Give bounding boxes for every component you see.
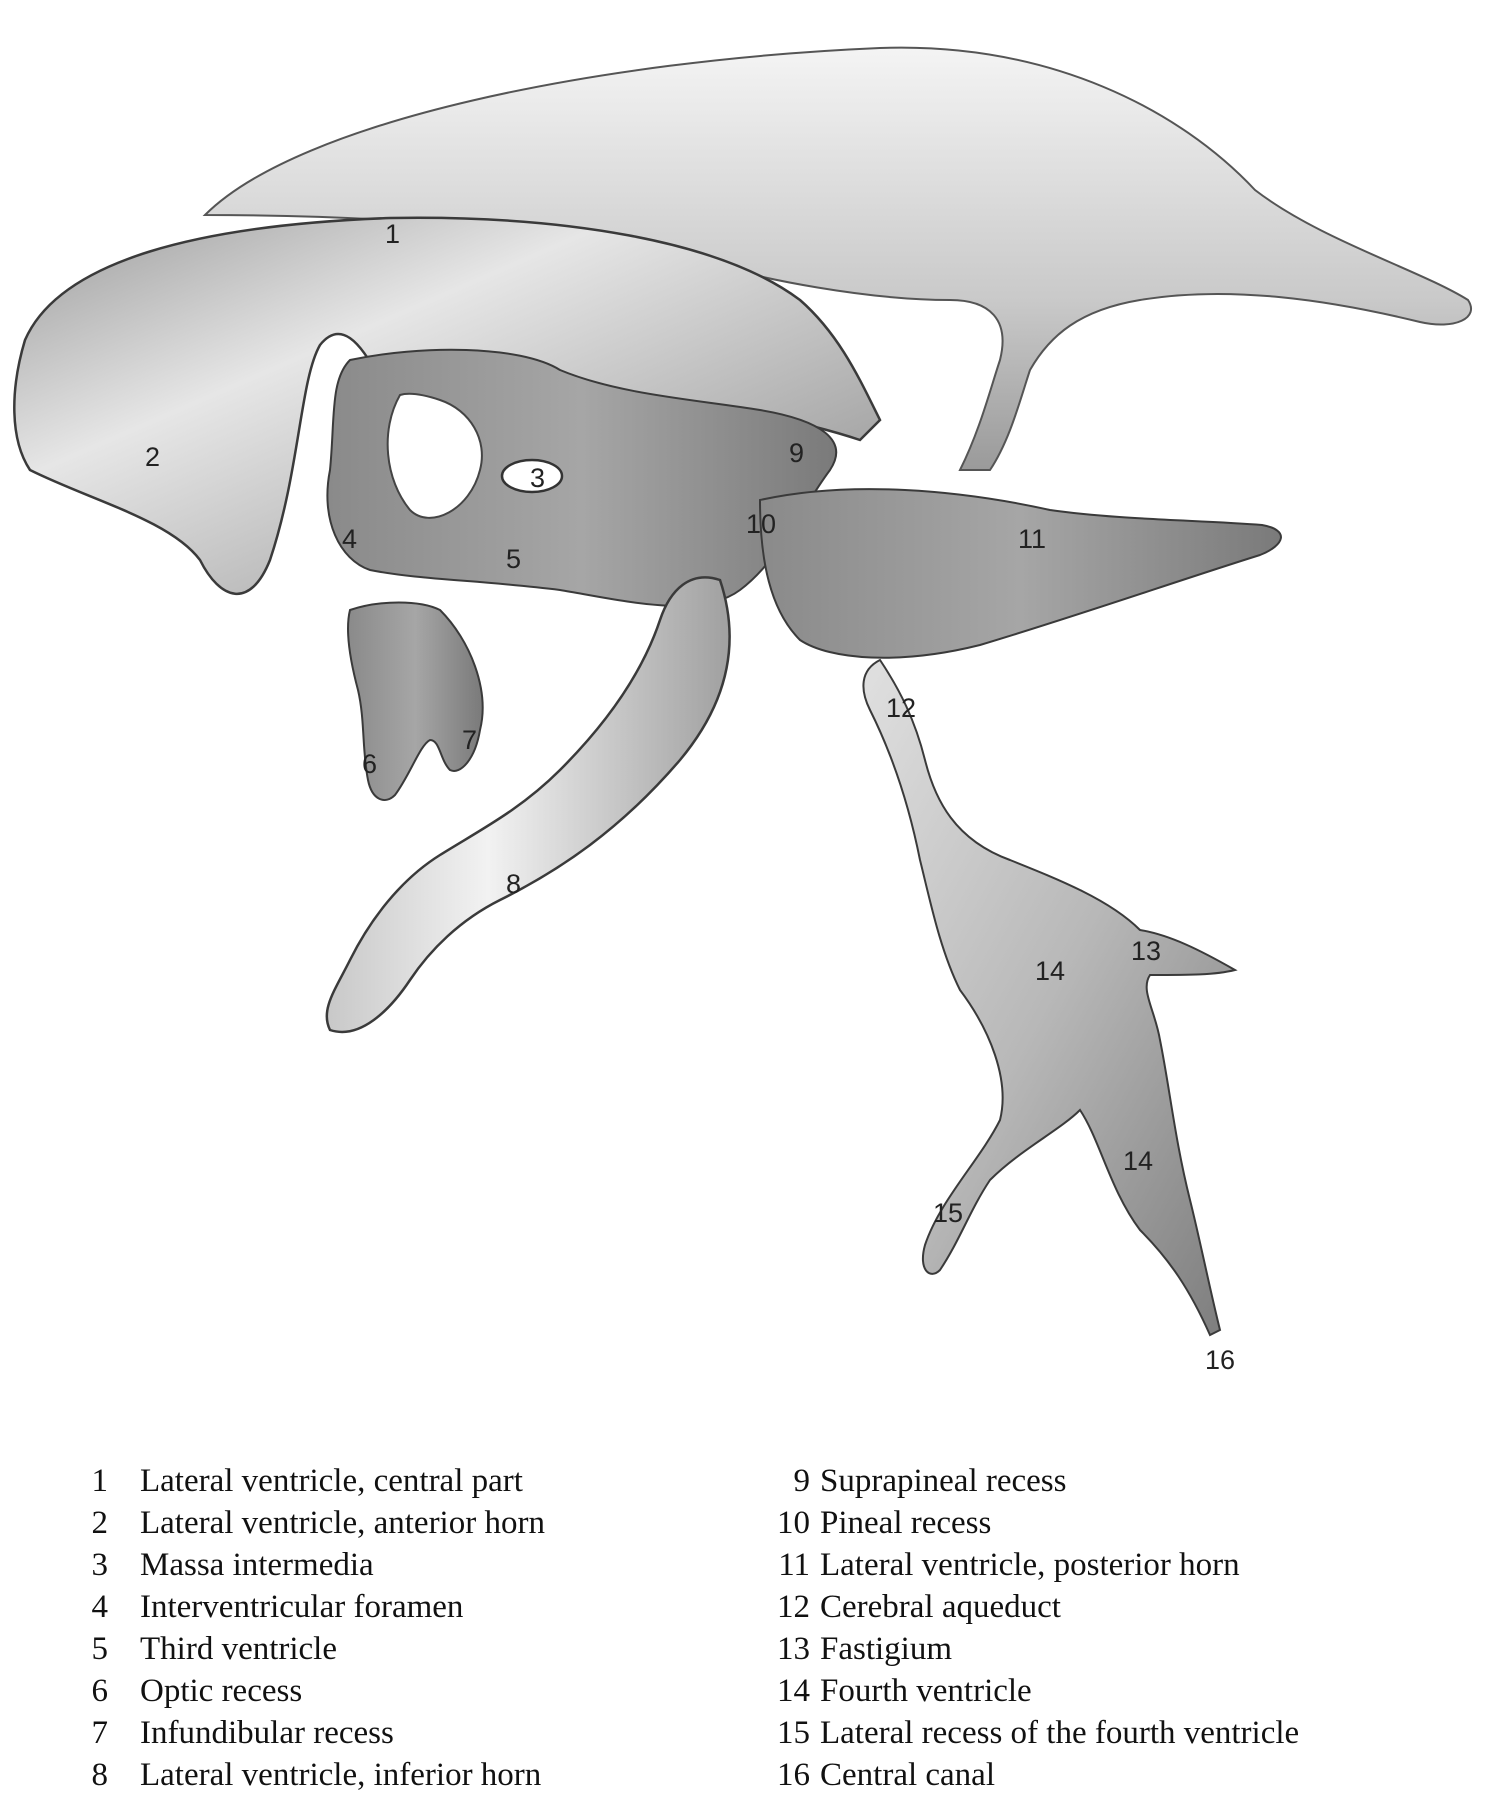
legend-item bbox=[84, 1586, 545, 1628]
legend-item bbox=[762, 1712, 1299, 1754]
legend-number: 6 bbox=[91, 1673, 108, 1709]
legend-number: 2 bbox=[91, 1505, 108, 1541]
posterior-horn-shape bbox=[760, 489, 1281, 658]
legend-item bbox=[84, 1460, 545, 1502]
legend-item bbox=[762, 1544, 1299, 1586]
marker-14-lower: 14 bbox=[1123, 1146, 1154, 1176]
legend-text: Cerebral aqueduct bbox=[820, 1589, 1061, 1625]
marker-3: 3 bbox=[530, 463, 546, 493]
legend-text: Fastigium bbox=[820, 1631, 953, 1667]
legend-number: 4 bbox=[91, 1589, 108, 1625]
legend-item bbox=[762, 1586, 1299, 1628]
marker-8: 8 bbox=[506, 869, 522, 899]
legend-column-left bbox=[84, 1460, 545, 1796]
legend-text: Pineal recess bbox=[820, 1505, 992, 1541]
legend-item bbox=[84, 1628, 545, 1670]
legend-number: 3 bbox=[91, 1547, 108, 1583]
legend-item bbox=[762, 1670, 1299, 1712]
legend-number: 14 bbox=[777, 1673, 810, 1709]
marker-10: 10 bbox=[746, 509, 777, 539]
legend-text: Optic recess bbox=[140, 1673, 303, 1709]
marker-9: 9 bbox=[789, 438, 805, 468]
legend-item bbox=[84, 1502, 545, 1544]
marker-6: 6 bbox=[362, 749, 378, 779]
legend-text: Lateral ventricle, central part bbox=[140, 1463, 523, 1499]
legend-number: 8 bbox=[91, 1757, 108, 1793]
legend-number: 9 bbox=[793, 1463, 810, 1499]
aqueduct-fourth-ventricle bbox=[863, 660, 1235, 1335]
legend-item bbox=[84, 1712, 545, 1754]
legend-item bbox=[762, 1628, 1299, 1670]
legend-item bbox=[84, 1754, 545, 1796]
marker-13: 13 bbox=[1131, 936, 1162, 966]
figure-legend bbox=[0, 1460, 1500, 1808]
legend-number: 15 bbox=[777, 1715, 810, 1751]
marker-7: 7 bbox=[462, 725, 478, 755]
legend-item bbox=[84, 1670, 545, 1712]
legend-number: 11 bbox=[778, 1547, 810, 1583]
legend-text: Lateral recess of the fourth ventricle bbox=[820, 1715, 1300, 1751]
legend-text: Fourth ventricle bbox=[820, 1673, 1032, 1709]
legend-number: 10 bbox=[777, 1505, 810, 1541]
legend-text: Lateral ventricle, anterior horn bbox=[140, 1505, 545, 1541]
legend-number: 1 bbox=[91, 1463, 108, 1499]
legend-item bbox=[84, 1544, 545, 1586]
legend-item bbox=[762, 1502, 1299, 1544]
legend-text: Lateral ventricle, posterior horn bbox=[820, 1547, 1240, 1583]
marker-14-upper: 14 bbox=[1035, 956, 1066, 986]
legend-text: Central canal bbox=[820, 1757, 995, 1793]
legend-text: Massa intermedia bbox=[140, 1547, 374, 1583]
legend-number: 12 bbox=[777, 1589, 810, 1625]
marker-2: 2 bbox=[145, 442, 161, 472]
marker-15: 15 bbox=[933, 1198, 964, 1228]
legend-text: Third ventricle bbox=[140, 1631, 338, 1667]
marker-16: 16 bbox=[1205, 1345, 1236, 1375]
marker-4: 4 bbox=[342, 524, 358, 554]
legend-text: Lateral ventricle, inferior horn bbox=[140, 1757, 542, 1793]
legend-text: Infundibular recess bbox=[140, 1715, 394, 1751]
legend-number: 13 bbox=[777, 1631, 810, 1667]
legend-number: 5 bbox=[91, 1631, 108, 1667]
legend-item bbox=[762, 1754, 1299, 1796]
marker-11: 11 bbox=[1018, 524, 1047, 554]
legend-column-right bbox=[762, 1460, 1299, 1796]
legend-item bbox=[762, 1460, 1299, 1502]
marker-12: 12 bbox=[886, 693, 917, 723]
legend-text: Interventricular foramen bbox=[140, 1589, 464, 1625]
legend-text: Suprapineal recess bbox=[820, 1463, 1067, 1499]
legend-number: 7 bbox=[91, 1715, 108, 1751]
legend-number: 16 bbox=[777, 1757, 810, 1793]
marker-1: 1 bbox=[385, 219, 401, 249]
marker-5: 5 bbox=[506, 544, 522, 574]
